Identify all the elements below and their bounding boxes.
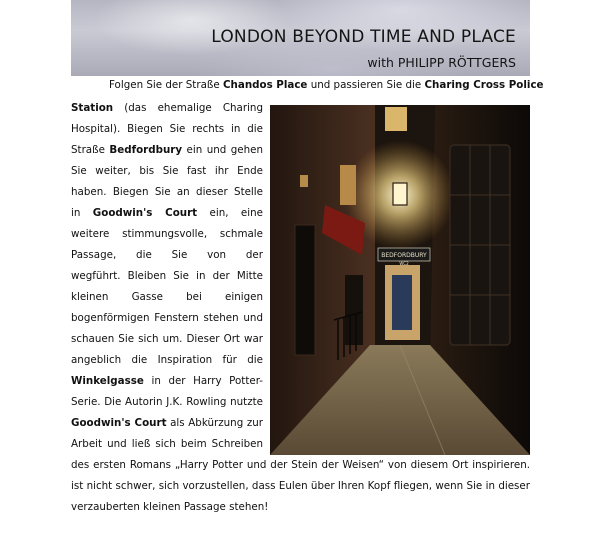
article-line: Passage, die Sie von der (71, 249, 263, 261)
article-line: schauen Sie sich um. Dieser Ort war (71, 333, 263, 345)
article-line: haben. Biegen Sie an dieser Stelle (71, 186, 263, 198)
article-line: in Goodwin's Court ein, eine (71, 207, 263, 219)
article-line: Goodwin's Court als Abkürzung zur (71, 417, 263, 429)
street-sign: BEDFORDBURY (381, 252, 427, 259)
article-line: Station (das ehemalige Charing (71, 102, 263, 114)
article-line: ist nicht schwer, sich vorzustellen, dass Eulen über Ihren Kopf fliegen, wenn Sie in dieser (71, 480, 530, 492)
article-line: weitere stimmungsvolle, schmale (71, 228, 263, 240)
article-line: Sie weiter, bis Sie fast ihr Ende (71, 165, 263, 177)
header-banner (71, 0, 530, 76)
article-line: des ersten Romans „Harry Potter und der Stein der Weisen“ von diesem Ort inspirieren. (71, 459, 530, 471)
article-line: Straße Bedfordbury ein und gehen (71, 144, 263, 156)
article-line: Arbeit und ließ sich beim Schreiben (71, 438, 263, 450)
article-line: Hospital). Biegen Sie rechts in die (71, 123, 263, 135)
article-line: kleinen Gasse bei einigen (71, 291, 263, 303)
article-line: Winkelgasse in der Harry Potter- (71, 375, 263, 387)
banner-title: LONDON BEYOND TIME AND PLACE (211, 27, 516, 47)
article-line: angeblich die Inspiration für die (71, 354, 263, 366)
article-line: bogenförmigen Fenstern stehen und (71, 312, 263, 324)
article-line: verzauberten kleinen Passage stehen! (71, 501, 269, 513)
article-line: Serie. Die Autorin J.K. Rowling nutzte (71, 396, 263, 408)
article-line: Folgen Sie der Straße Chandos Place und passieren Sie die Charing Cross Police (109, 79, 544, 91)
street-sign-sub: WC2 (399, 261, 409, 266)
article-line: wegführt. Bleiben Sie in der Mitte (71, 270, 263, 282)
banner-author: with PHILIPP RÖTTGERS (367, 55, 516, 70)
goodwins-court-photo (270, 105, 530, 455)
